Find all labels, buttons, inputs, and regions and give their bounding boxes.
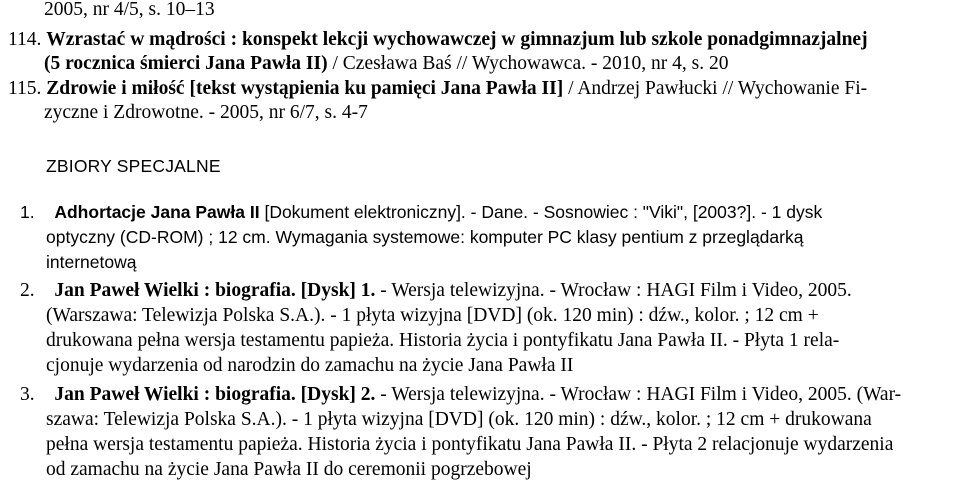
special-item-2-description-end: cjonuje wydarzenia od narodzin do zamachu na życie Jana Pawła II — [46, 355, 574, 376]
special-item-1-line-1 — [20, 200, 954, 224]
special-item-3-description: - Wersja telewizyjna. - Wrocław : HAGI Film i Video, 2005. (War- — [380, 384, 902, 405]
special-item-3-description-cont-2: pełna wersja testamentu papieża. Historia życia i pontyfikatu Jana Pawła II. - Płyta 2 relacjonuje wydarzenia — [46, 434, 894, 455]
entry-114-line-1 — [8, 28, 954, 52]
special-item-1-description: [Dokument elektroniczny]. - Dane. - Sosnowiec : "Viki", [2003?]. - 1 dysk — [264, 202, 823, 222]
entry-114-number: 114. — [8, 29, 42, 50]
special-item-2-line-4 — [46, 354, 573, 378]
special-item-3-description-cont: szawa: Telewizja Polska S.A.). - 1 płyta wizyjna [DVD] (ok. 120 min) : dźw., kolor. ; 12 cm + drukowana — [46, 409, 872, 430]
entry-114-title: Wzrastać w mądrości : konspekt lekcji wychowawczej w gimnazjum lub szkole ponadgimnazjalnej — [46, 29, 868, 50]
entry-113-source: 2005, nr 4/5, s. 10–13 — [44, 0, 215, 20]
entry-115-source-cont: zyczne i Zdrowotne. - 2005, nr 6/7, s. 4-7 — [44, 102, 368, 123]
special-item-2-description-cont-2: drukowana pełna wersja testamentu papieża. Historia życia i pontyfikatu Jana Pawła II. - Płyta 1 rela- — [46, 330, 840, 351]
special-item-3-line-4 — [46, 458, 532, 482]
special-item-2-title: Jan Paweł Wielki : biografia. [Dysk] 1. — [54, 280, 376, 301]
special-item-1-number: 1. — [20, 202, 35, 222]
special-item-1-title: Adhortacje Jana Pawła II — [54, 202, 260, 222]
special-item-3-line-3 — [46, 433, 893, 457]
special-item-1-line-2 — [46, 225, 803, 249]
special-item-1-description-end: internetową — [46, 252, 137, 272]
entry-114-source: / Czesława Baś // Wychowawca. - 2010, nr 4, s. 20 — [332, 53, 729, 74]
special-item-3-line-1 — [20, 383, 954, 407]
entry-114-title-cont: (5 rocznica śmierci Jana Pawła II) — [44, 53, 328, 74]
special-item-2-line-2 — [46, 304, 819, 328]
entry-115-number: 115. — [8, 78, 42, 99]
special-item-2-description-cont: (Warszawa: Telewizja Polska S.A.). - 1 płyta wizyjna [DVD] (ok. 120 min) : dźw., kolor. ; 12 cm + — [46, 305, 819, 326]
special-item-2-description: - Wersja telewizyjna. - Wrocław : HAGI Film i Video, 2005. — [380, 280, 852, 301]
special-item-3-description-end: od zamachu na życie Jana Pawła II do ceremonii pogrzebowej — [46, 459, 532, 480]
entry-113-tail — [44, 0, 215, 22]
special-item-1-description-cont: optyczny (CD-ROM) ; 12 cm. Wymagania systemowe: komputer PC klasy pentium z przeglądarką — [46, 227, 804, 247]
entry-114-line-2 — [44, 52, 728, 76]
special-item-2-line-1 — [20, 279, 954, 303]
special-item-2-line-3 — [46, 329, 839, 353]
entry-115-title: Zdrowie i miłość [tekst wystąpienia ku pamięci Jana Pawła II] — [46, 78, 564, 99]
section-heading: ZBIORY SPECJALNE — [46, 156, 221, 176]
entry-115-line-2 — [44, 101, 368, 125]
special-item-3-title: Jan Paweł Wielki : biografia. [Dysk] 2. — [54, 384, 376, 405]
special-item-3-line-2 — [46, 408, 872, 432]
entry-115-source: / Andrzej Pawłucki // Wychowanie Fi- — [568, 78, 868, 99]
special-item-2-number: 2. — [20, 280, 35, 301]
special-item-1-line-3 — [46, 250, 136, 274]
special-item-3-number: 3. — [20, 384, 35, 405]
entry-115-line-1 — [8, 77, 954, 101]
